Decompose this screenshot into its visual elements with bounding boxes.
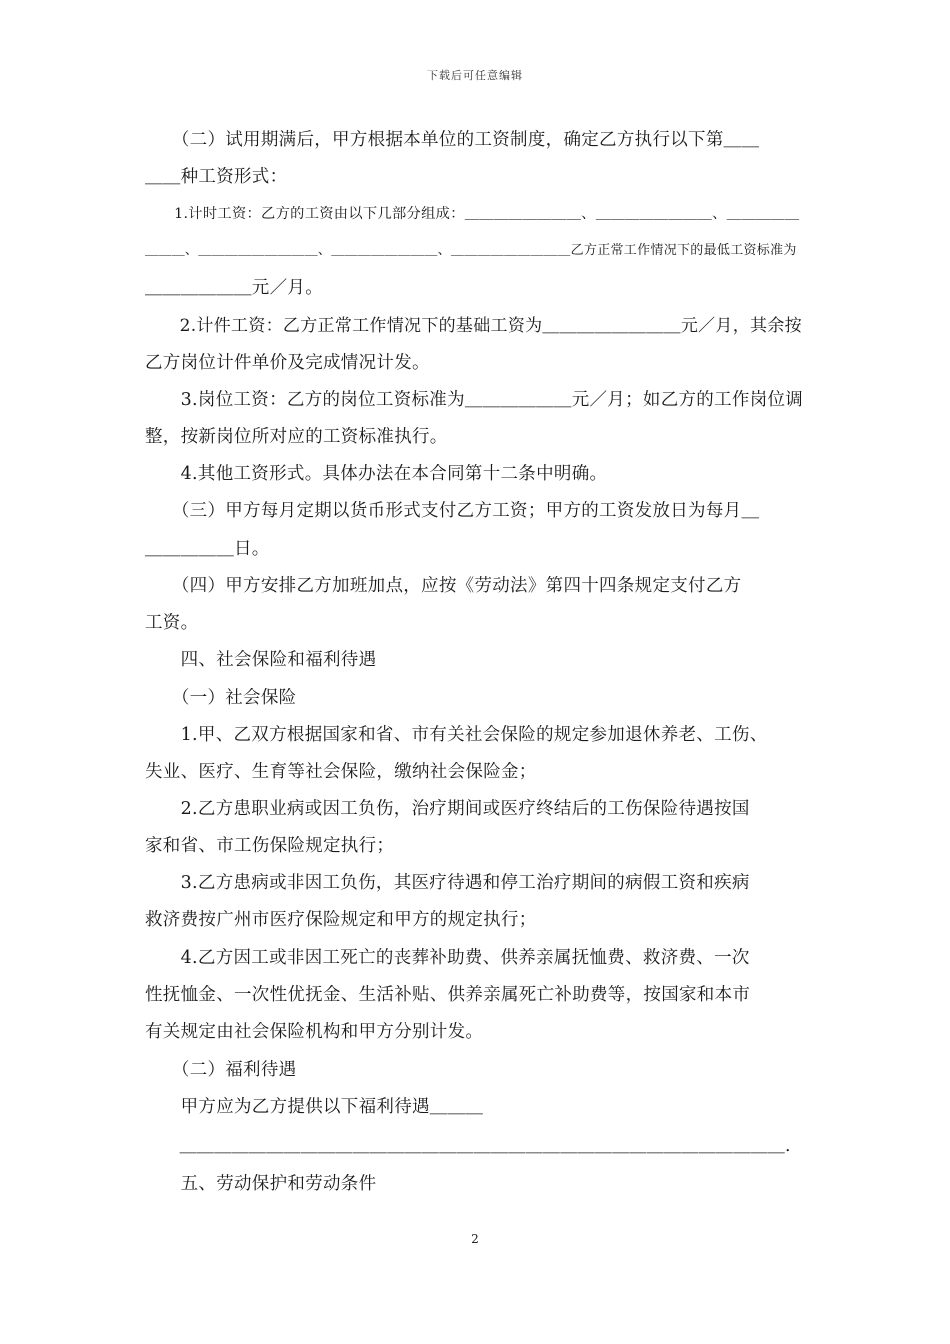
text-line: 4.其他工资形式。具体办法在本合同第十二条中明确。 bbox=[145, 464, 608, 484]
text-line: 4.乙方因工或非因工死亡的丧葬补助费、供养亲属抚恤费、救济费、一次 bbox=[145, 948, 750, 968]
text-line: 3.乙方患病或非因工负伤，其医疗待遇和停工治疗期间的病假工资和疾病 bbox=[145, 873, 750, 893]
text-line: 工资。 bbox=[145, 613, 199, 633]
subsection-heading: （二）福利待遇 bbox=[145, 1060, 297, 1080]
text-line: 2.乙方患职业病或因工负伤，治疗期间或医疗终结后的工伤保险待遇按国 bbox=[145, 799, 750, 819]
text-line: 家和省、市工伤保险规定执行； bbox=[145, 836, 395, 856]
text-line: ＿＿＿＿＿＿元／月。 bbox=[145, 278, 323, 298]
page-header-note: 下载后可任意编辑 bbox=[427, 69, 523, 82]
text-line: ＿＿＿、＿＿＿＿＿＿＿＿＿、＿＿＿＿＿＿＿＿、＿＿＿＿＿＿＿＿＿乙方正常工作情况下的最低工资标准为 bbox=[145, 243, 797, 258]
text-line: 有关规定由社会保险机构和甲方分别计发。 bbox=[145, 1022, 484, 1042]
text-line: 失业、医疗、生育等社会保险，缴纳社会保险金； bbox=[145, 762, 537, 782]
text-line: ＿＿种工资形式： bbox=[145, 167, 288, 187]
text-line: ＿＿＿＿＿日。 bbox=[145, 539, 270, 559]
subsection-heading: （一）社会保险 bbox=[145, 688, 297, 708]
text-line: （二）试用期满后，甲方根据本单位的工资制度，确定乙方执行以下第＿＿ bbox=[145, 130, 760, 150]
text-line: 乙方岗位计件单价及完成情况计发。 bbox=[145, 353, 430, 373]
text-line: 救济费按广州市医疗保险规定和甲方的规定执行； bbox=[145, 910, 537, 930]
text-line: 甲方应为乙方提供以下福利待遇＿＿＿ bbox=[145, 1097, 484, 1117]
section-heading: 四、社会保险和福利待遇 bbox=[145, 650, 377, 670]
text-line: 整，按新岗位所对应的工资标准执行。 bbox=[145, 427, 448, 447]
blank-fill-line: ＿＿＿＿＿＿＿＿＿＿＿＿＿＿＿＿＿＿＿＿＿＿＿＿＿＿＿＿＿＿＿＿＿＿＿． bbox=[145, 1136, 803, 1156]
text-line: 1.甲、乙双方根据国家和省、市有关社会保险的规定参加退休养老、工伤、 bbox=[145, 725, 768, 745]
text-line: 2.计件工资：乙方正常工作情况下的基础工资为＿＿＿＿＿＿＿＿元／月，其余按 bbox=[145, 316, 802, 336]
text-line: （四）甲方安排乙方加班加点，应按《劳动法》第四十四条规定支付乙方 bbox=[145, 576, 742, 596]
text-line: 性抚恤金、一次性优抚金、生活补贴、供养亲属死亡补助费等，按国家和本市 bbox=[145, 985, 751, 1005]
section-heading: 五、劳动保护和劳动条件 bbox=[145, 1174, 377, 1194]
text-line: （三）甲方每月定期以货币形式支付乙方工资；甲方的工资发放日为每月＿ bbox=[145, 501, 760, 521]
text-line: 1.计时工资：乙方的工资由以下几部分组成：＿＿＿＿＿＿＿＿、＿＿＿＿＿＿＿＿、＿＿＿＿＿ bbox=[145, 206, 800, 222]
page-number: 2 bbox=[471, 1232, 479, 1246]
text-line: 3.岗位工资：乙方的岗位工资标准为＿＿＿＿＿＿元／月；如乙方的工作岗位调 bbox=[145, 390, 804, 410]
